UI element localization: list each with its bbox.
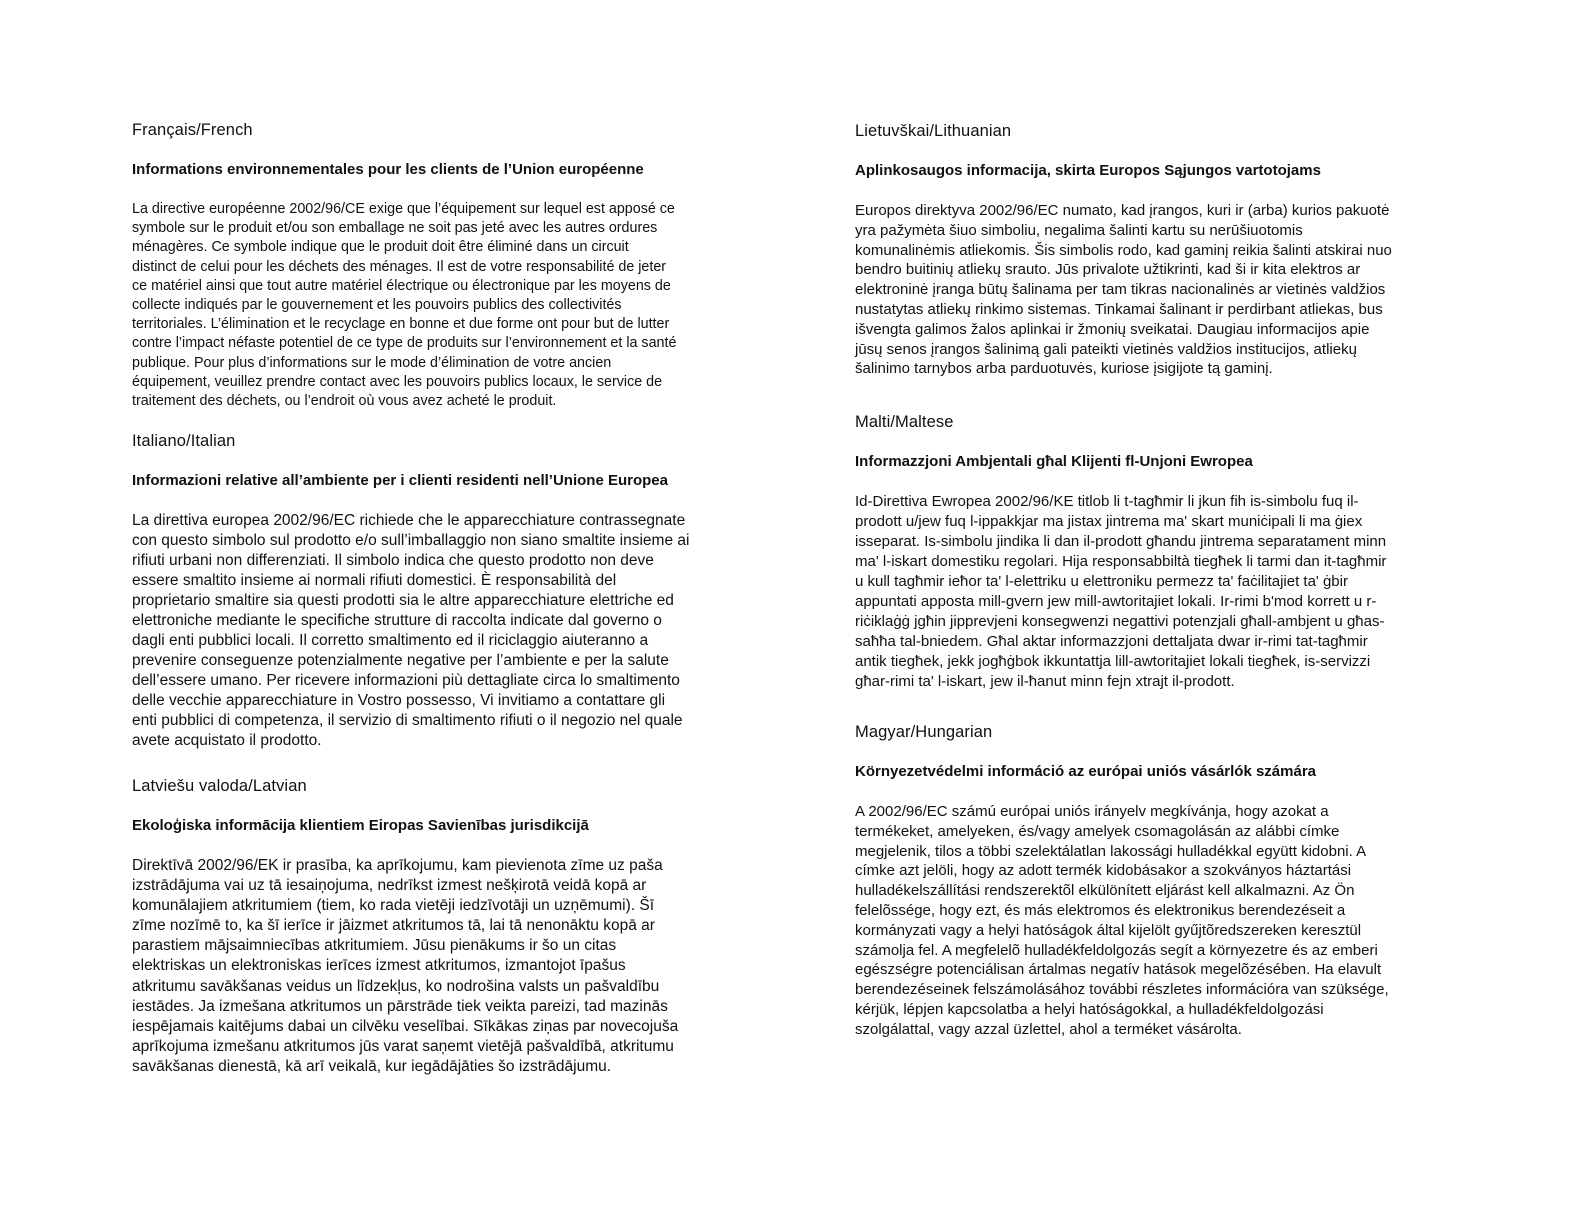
section-french [132, 120, 762, 410]
section-maltese [855, 412, 1485, 690]
section-body: Id-Direttiva Ewropea 2002/96/KE titlob li t-tagħmir li jkun fih is-simbolu fuq il- prodott u/jew fuq l-ippakkjar ma jistax jintrema ma' skart muniċipali li ma ġiex isseparat. Is-simbolu jindika li dan il-prodott għandu jintrema separatament minn ma' l-iskart domestiku regolari. Hija responsabbiltà tiegħek li tarmi dan it-tagħmir u kull tagħmir ieħor ta' l-elettriku u elettroniku permezz ta' faċilitajiet ta' ġbir appuntati apposta mill-gvern jew mill-awtoritajiet lokali. Ir-rimi b'mod korrett u r- riċiklaġġ jgħin jipprevjeni konsegwenzi negattivi potenzjali għall-ambjent u għas- saħħa tal-bniedem. Għal aktar informazzjoni dettaljata dwar ir-rimi tat-tagħmir antik tiegħek, jekk jogħġbok ikkuntattja lill-awtoritajiet lokali tiegħek, is-servizzi għar-rimi ta' l-iskart, jew il-ħanut minn fejn xtrajt il-prodott. [855, 493, 1387, 690]
section-title: Malti/Maltese [855, 413, 954, 431]
section-title: Magyar/Hungarian [855, 723, 993, 741]
section-italian [132, 431, 762, 749]
section-subtitle: Ekoloģiska informācija klientiem Eiropas Savienības jurisdikcijā [132, 817, 589, 834]
section-latvian [132, 776, 762, 1075]
section-body: A 2002/96/EC számú európai uniós irányelv megkívánja, hogy azokat a termékeket, amelyeken, és/vagy amelyek csomagolásán az alábbi címke megjelenik, tilos a többi szelektálatlan lakossági hulladékkal együtt kidobni. A címke azt jelöli, hogy az adott termék kidobásakor a szokványos háztartási hulladékelszállítási rendszerektõl elkülönített eljárást kell alkalmazni. Az Ön felelõssége, hogy ezt, és más elektromos és elektronikus berendezéseit a kormányzati vagy a helyi hatóságok által kijelölt gyűjtõredszereken keresztül számolja fel. A megfelelõ hulladékfeldolgozás segít a környezetre és az emberi egészségre potenciálisan ártalmas negatív hatások megelõzésében. Ha elavult berendezéseinek felszámolásához további részletes információra van szüksége, kérjük, lépjen kapcsolatba a helyi hatóságokkal, a hulladékfeldolgozási szolgálattal, vagy azzal üzlettel, ahol a terméket vásárolta. [855, 803, 1389, 1038]
section-title: Lietuvškai/Lithuanian [855, 122, 1012, 140]
section-subtitle: Aplinkosaugos informacija, skirta Europos Sąjungos vartotojams [855, 162, 1321, 179]
section-subtitle: Környezetvédelmi információ az európai uniós vásárlók számára [855, 763, 1317, 780]
section-subtitle: Informazioni relative all’ambiente per i clienti residenti nell’Unione Europea [132, 472, 668, 489]
section-hungarian [855, 722, 1485, 1038]
section-subtitle: Informations environnementales pour les clients de l’Union européenne [132, 161, 644, 178]
section-body: La directive européenne 2002/96/CE exige que l’équipement sur lequel est apposé ce symbole sur le produit et/ou son emballage ne soit pas jeté avec les autres ordures ménagères. Ce symbole indique que le produit doit être éliminé dans un circuit distinct de celui pour les déchets des ménages. Il est de votre responsabilité de jeter ce matériel ainsi que tout autre matériel électrique ou électronique par les moyens de collecte indiqués par le gouvernement et les pouvoirs publics des collectivités territoriales. L’élimination et le recyclage en bonne et due forme ont pour but de lutter contre l’impact néfaste potentiel de ce type de produits sur l’environnement et la santé publique. Pour plus d’informations sur le mode d’élimination de votre ancien équipement, veuillez prendre contact avec les pouvoirs publics locaux, le service de traitement des déchets, ou l’endroit où vous avez acheté le produit. [132, 201, 677, 410]
section-body: Europos direktyva 2002/96/EC numato, kad įrangos, kuri ir (arba) kurios pakuotė yra pažymėta šiuo simboliu, negalima šalinti kartu su nerūšiuotomis komunalinėmis atliekomis. Šis simbolis rodo, kad gaminį reikia šalinti atskirai nuo bendro buitinių atliekų srauto. Jūs privalote užtikrinti, kad ši ir kita elektros ar elektroninė įranga būtų šalinama per tam tikras nacionalinės ar vietinės valdžios nustatytas atliekų rinkimo sistemas. Tinkamai šalinant ir perdirbant atliekas, bus išvengta galimos žalos aplinkai ir žmonių sveikatai. Daugiau informacijos apie jūsų senos įrangos šalinimą gali pateikti vietinės valdžios institucijos, atliekų šalinimo tarnybos arba parduotuvės, kuriose įsigijote tą gaminį. [855, 202, 1392, 378]
section-title: Latviešu valoda/Latvian [132, 777, 307, 795]
section-body: La direttiva europea 2002/96/EC richiede che le apparecchiature contrassegnate con questo simbolo sul prodotto e/o sull’imballaggio non siano smaltite insieme ai rifiuti urbani non differenziati. Il simbolo indica che questo prodotto non deve essere smaltito insieme ai normali rifiuti domestici. È responsabilità del proprietario smaltire sia questi prodotti sia le altre apparecchiature elettriche ed elettroniche mediante le specifiche strutture di raccolta indicate dal governo o dagli enti pubblici locali. Il corretto smaltimento ed il riciclaggio aiuteranno a prevenire conseguenze potenzialmente negative per l’ambiente e per la salute dell’essere umano. Per ricevere informazioni più dettagliate circa lo smaltimento delle vecchie apparecchiature in Vostro possesso, Vi invitiamo a contattare gli enti pubblici di competenza, il servizio di smaltimento rifiuti o il negozio nel quale avete acquistato il prodotto. [132, 512, 690, 749]
section-body: Direktīvā 2002/96/EK ir prasība, ka aprīkojumu, kam pievienota zīme uz paša izstrādājuma vai uz tā iesaiņojuma, nedrīkst izmest nešķirotā veidā kopā ar komunālajiem atkritumiem (tiem, ko rada vietēji iedzīvotāji un uzņēmumi). Šī zīme nozīmē to, ka šī ierīce ir jāizmet atkritumos tā, lai tā nenonāktu kopā ar parastiem mājsaimniecības atkritumiem. Jūsu pienākums ir šo un citas elektriskas un elektroniskas ierīces izmest atkritumos, izmantojot īpašus atkritumu savākšanas veidus un līdzekļus, ko nodrošina valsts un pašvaldību iestādes. Ja izmešana atkritumos un pārstrāde tiek veikta pareizi, tad mazinās iespējamais kaitējums dabai un cilvēku veselībai. Sīkākas ziņas par novecojuša aprīkojuma izmešanu atkritumos jūs varat saņemt vietējā pašvaldībā, atkritumu savākšanas dienestā, kā arī veikalā, kur iegādājāties šo izstrādājumu. [132, 857, 679, 1075]
section-subtitle: Informazzjoni Ambjentali għal Klijenti fl-Unjoni Ewropea [855, 453, 1253, 470]
section-title: Français/French [132, 121, 253, 139]
section-lithuanian [855, 121, 1485, 378]
section-title: Italiano/Italian [132, 432, 236, 450]
